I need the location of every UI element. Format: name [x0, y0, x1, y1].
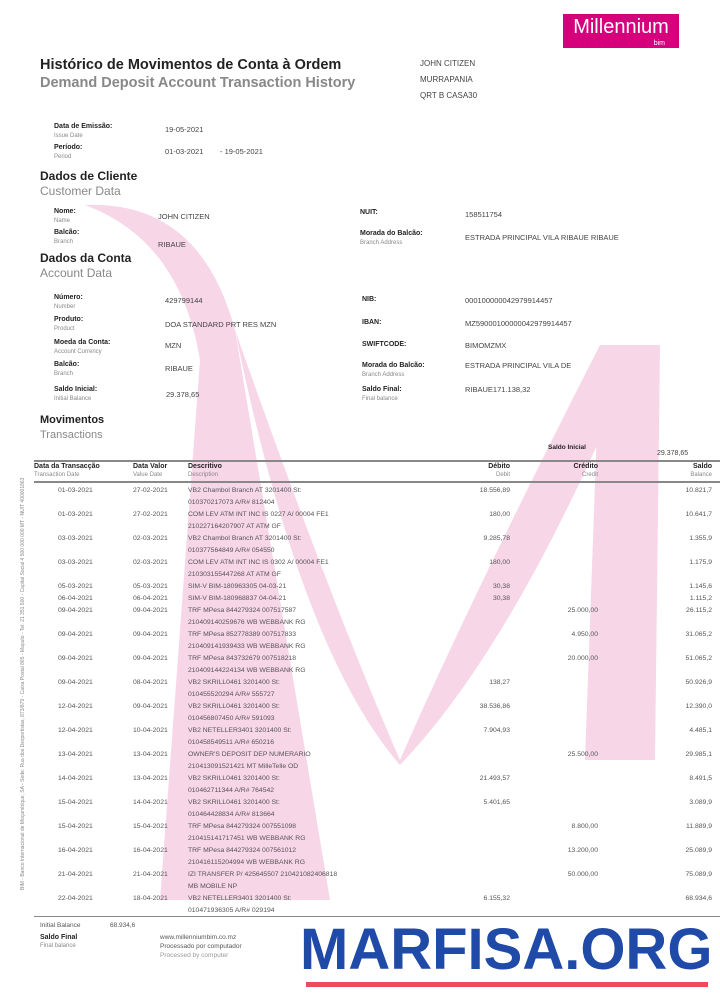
cell-date: 12-04-2021 [58, 703, 93, 710]
currency-sublabel: Account Currency [54, 349, 102, 355]
cell-desc2: 210415141717451 WB WEBBANK RG [188, 835, 306, 842]
cell-desc2: 210413091521421 MT MilleTelle OD [188, 763, 299, 770]
product-sublabel: Product [54, 326, 75, 332]
footer-final-sublabel: Final balance [40, 943, 76, 949]
cell-desc1: VB2 Chambol Branch AT 3201400 St: [188, 535, 302, 542]
cell-desc2: MB MOBILE NP [188, 883, 238, 890]
name-sublabel: Name [54, 218, 71, 224]
cell-balance: 1.355,9 [689, 535, 712, 542]
cell-balance: 1.145,6 [689, 583, 712, 590]
cell-debit: 30,38 [492, 583, 510, 590]
product-label: Produto: [54, 316, 84, 323]
cell-balance: 29.985,1 [685, 751, 712, 758]
number-label: Número: [54, 294, 83, 301]
title-pt: Histórico de Movimentos de Conta à Ordem [40, 57, 342, 73]
cell-date: 09-04-2021 [58, 655, 93, 662]
cell-desc2: 210416115204994 WB WEBBANK RG [188, 859, 305, 866]
cell-date: 15-04-2021 [58, 823, 93, 830]
cell-balance: 50.926,9 [685, 679, 712, 686]
account-branch-value: RIBAUE [165, 364, 193, 373]
cell-credit: 50.000,00 [567, 871, 598, 878]
cell-value-date: 21-04-2021 [133, 871, 168, 878]
cell-value-date: 09-04-2021 [133, 703, 168, 710]
column-header: Data Valor [133, 463, 168, 470]
column-header-sub: Balance [690, 472, 712, 478]
column-header-sub: Credit [581, 472, 598, 478]
iban-label: IBAN: [362, 319, 382, 326]
cell-debit: 21.493,57 [479, 775, 510, 782]
cell-value-date: 06-04-2021 [133, 595, 168, 602]
cell-desc1: TRF MPesa 844279324 007551098 [188, 823, 297, 830]
cell-desc1: SIM-V BIM-180968837 04-04-21 [188, 595, 287, 602]
cell-balance: 25.089,9 [685, 847, 712, 854]
cell-value-date: 13-04-2021 [133, 775, 168, 782]
cell-desc2: 010370217073 A/R# 812404 [188, 499, 275, 506]
nib-value: 000100000042979914457 [465, 296, 553, 305]
product-value: DOA STANDARD PRT RES MZN [165, 320, 277, 329]
cell-desc2: 010458549511 A/R# 650216 [188, 739, 275, 746]
cell-balance: 31.065,2 [685, 631, 712, 638]
account-branch-address-sublabel: Branch Address [362, 372, 405, 378]
cell-credit: 4.950,00 [571, 631, 598, 638]
cell-date: 09-04-2021 [58, 679, 93, 686]
final-balance-value: RIBAUE171.138,32 [465, 385, 531, 394]
cell-desc2: 210227164207907 AT ATM GF [188, 523, 281, 530]
cell-debit: 6.155,32 [483, 895, 510, 902]
cell-desc1: VB2 Chambol Branch AT 3201400 St: [188, 487, 302, 494]
account-branch-sublabel: Branch [54, 371, 74, 377]
movements-title: Movimentos [40, 414, 105, 426]
cell-date: 15-04-2021 [58, 799, 93, 806]
footer-final-label: Saldo Final [40, 934, 78, 941]
opening-balance-label: Saldo Inicial [548, 444, 586, 451]
cell-desc1: COM LEV ATM INT INC IS 0227 A/ 00004 FE1 [188, 511, 329, 518]
cell-desc1: VB2 SKRILL0461 3201400 St: [188, 799, 280, 806]
cell-desc1: VB2 NETELLER3401 3201400 St: [188, 727, 292, 734]
processed-pt: Processado por computador [160, 943, 242, 950]
branch-address-value: ESTRADA PRINCIPAL VILA RIBAUE RIBAUE [465, 233, 619, 242]
number-value: 429799144 [165, 296, 203, 305]
cell-balance: 1.175,9 [689, 559, 712, 566]
number-sublabel: Number [54, 304, 76, 310]
branch-address-label: Morada do Balcão: [360, 230, 423, 237]
cell-date: 06-04-2021 [58, 595, 93, 602]
cell-value-date: 08-04-2021 [133, 679, 168, 686]
branch-value: RIBAUE [158, 240, 186, 249]
table-top-rule [34, 460, 720, 462]
account-branch-address-label: Morada do Balcão: [362, 362, 425, 369]
initial-balance-sublabel: Initial Balance [54, 396, 92, 402]
cell-balance: 51.065,2 [685, 655, 712, 662]
period-label: Período: [54, 144, 83, 151]
cell-desc1: TRF MPesa 852778389 007517833 [188, 631, 297, 638]
cell-balance: 68.934,6 [685, 895, 712, 902]
initial-balance-value: 29.378,65 [166, 390, 200, 399]
cell-credit: 20.000,00 [567, 655, 598, 662]
cell-balance: 8.491,5 [689, 775, 712, 782]
column-header-sub: Transaction Date [34, 472, 80, 478]
title-en: Demand Deposit Account Transaction History [40, 75, 356, 91]
side-legal-text: BIM - Banco Internacional de Moçambique, SA - Sede: Rua dos Desportistas, 873/879 - Caixa Postal 865 - Maputo - Tel: 21 351 500 - Capital Social 4 500 000 000 MT - NUIT 400001863 [20, 477, 26, 890]
column-header-sub: Value Date [133, 472, 163, 478]
cell-desc1: SIM-V BIM-180963305 04-03-21 [188, 583, 287, 590]
cell-balance: 3.089,9 [689, 799, 712, 806]
address-line: MURRAPANIA [420, 75, 473, 84]
column-header: Descritivo [188, 463, 222, 470]
cell-balance: 12.390,0 [685, 703, 712, 710]
cell-desc2: 210409140259676 WB WEBBANK RG [188, 619, 306, 626]
cell-desc1: VB2 NETELLER3401 3201400 St: [188, 895, 292, 902]
cell-desc2: 010377564849 A/R# 054550 [188, 547, 275, 554]
final-balance-label: Saldo Final: [362, 386, 402, 393]
customer-section-subtitle: Customer Data [40, 184, 121, 198]
cell-value-date: 13-04-2021 [133, 751, 168, 758]
period-sublabel: Period [54, 154, 72, 160]
cell-date: 03-03-2021 [58, 535, 93, 542]
iban-value: MZ59000100000042979914457 [465, 319, 572, 328]
swift-label: SWIFTCODE: [362, 341, 407, 348]
final-balance-sublabel: Final balance [362, 396, 398, 402]
column-header: Crédito [573, 463, 598, 470]
cell-value-date: 27-02-2021 [133, 511, 168, 518]
branch-address-sublabel: Branch Address [360, 240, 403, 246]
issue-date-sublabel: Issue Date [54, 133, 83, 139]
cell-date: 01-03-2021 [58, 487, 93, 494]
cell-desc2: 010464428834 A/R# 813664 [188, 811, 275, 818]
nib-label: NIB: [362, 296, 377, 303]
cell-debit: 18.556,89 [479, 487, 510, 494]
name-label: Nome: [54, 208, 76, 215]
account-section-subtitle: Account Data [40, 266, 113, 280]
cell-desc1: VB2 SKRILL0461 3201400 St: [188, 703, 280, 710]
processed-en: Processed by computer [160, 952, 229, 959]
millennium-logo: Millennium bim [563, 14, 679, 48]
period-to: - 19-05-2021 [220, 147, 263, 156]
cell-date: 12-04-2021 [58, 727, 93, 734]
cell-debit: 9.285,78 [483, 535, 510, 542]
website-link[interactable]: www.millenniumbim.co.mz [160, 934, 237, 941]
cell-value-date: 02-03-2021 [133, 559, 168, 566]
cell-date: 21-04-2021 [58, 871, 93, 878]
cell-balance: 10.821,7 [685, 487, 712, 494]
cell-value-date: 09-04-2021 [133, 631, 168, 638]
cell-date: 05-03-2021 [58, 583, 93, 590]
account-branch-address-value: ESTRADA PRINCIPAL VILA DE [465, 361, 572, 370]
cell-credit: 8.800,00 [571, 823, 598, 830]
marfisa-underline [306, 982, 708, 987]
cell-date: 01-03-2021 [58, 511, 93, 518]
cell-debit: 180,00 [489, 559, 510, 566]
cell-debit: 30,38 [492, 595, 510, 602]
initial-balance-label: Saldo Inicial: [54, 386, 98, 393]
cell-credit: 25.000,00 [567, 607, 598, 614]
table-header-rule [34, 481, 720, 483]
cell-desc2: 210409144224134 WB WEBBANK RG [188, 667, 306, 674]
movements-subtitle: Transactions [40, 429, 103, 441]
period-from: 01-03-2021 [165, 147, 204, 156]
cell-value-date: 05-03-2021 [133, 583, 168, 590]
cell-desc1: VB2 SKRILL0461 3201400 St: [188, 775, 280, 782]
column-header: Data da Transacção [34, 463, 100, 470]
cell-desc2: 010455520294 A/R# 555727 [188, 691, 275, 698]
cell-debit: 180,00 [489, 511, 510, 518]
cell-desc2: 010471936305 A/R# 029194 [188, 907, 275, 914]
cell-balance: 11.889,9 [686, 823, 712, 830]
cell-date: 09-04-2021 [58, 631, 93, 638]
footer-initial-balance: Initial Balance [40, 922, 81, 929]
footer-closing-value: 68.934,6 [110, 922, 136, 929]
branch-label: Balcão: [54, 229, 80, 236]
cell-date: 13-04-2021 [58, 751, 93, 758]
cell-credit: 25.500,00 [567, 751, 598, 758]
cell-value-date: 09-04-2021 [133, 607, 168, 614]
cell-debit: 38.536,86 [479, 703, 510, 710]
cell-desc1: TRF MPesa 844279324 007517587 [188, 607, 297, 614]
nuit-value: 158511754 [465, 210, 502, 219]
currency-label: Moeda da Conta: [54, 339, 111, 346]
cell-desc1: IZI TRANSFER P/ 425645507 210421082406818 [188, 871, 338, 878]
account-section-title: Dados da Conta [40, 251, 132, 265]
cell-value-date: 27-02-2021 [133, 487, 168, 494]
cell-value-date: 14-04-2021 [133, 799, 168, 806]
address-line: QRT B CASA30 [420, 91, 478, 100]
cell-balance: 75.089,9 [685, 871, 712, 878]
cell-date: 16-04-2021 [58, 847, 93, 854]
customer-section-title: Dados de Cliente [40, 169, 138, 183]
cell-value-date: 16-04-2021 [133, 847, 168, 854]
cell-date: 22-04-2021 [58, 895, 93, 902]
cell-desc2: 010456807450 A/R# 591093 [188, 715, 275, 722]
cell-balance: 10.641,7 [685, 511, 712, 518]
cell-desc1: TRF MPesa 843732679 007518218 [188, 655, 297, 662]
currency-value: MZN [165, 341, 182, 350]
column-header: Saldo [692, 463, 712, 470]
cell-desc1: TRF MPesa 844279324 007561012 [188, 847, 297, 854]
cell-desc1: COM LEV ATM INT INC IS 0302 A/ 00004 FE1 [188, 559, 329, 566]
branch-sublabel: Branch [54, 239, 74, 245]
swift-value: BIMOMZMX [465, 341, 507, 350]
cell-value-date: 18-04-2021 [133, 895, 168, 902]
account-branch-label: Balcão: [54, 361, 80, 368]
address-line: JOHN CITIZEN [420, 59, 476, 68]
cell-debit: 5.401,65 [483, 799, 510, 806]
cell-debit: 138,27 [489, 679, 510, 686]
opening-balance-value: 29.378,65 [657, 450, 689, 457]
cell-desc2: 210303155447268 AT ATM GF [188, 571, 281, 578]
cell-value-date: 09-04-2021 [133, 655, 168, 662]
cell-desc1: OWNER'S DEPOSIT DEP NUMERARIO [188, 751, 311, 758]
cell-credit: 13.200,00 [567, 847, 598, 854]
cell-desc2: 210409141939433 WB WEBBANK RG [188, 643, 306, 650]
cell-date: 14-04-2021 [58, 775, 93, 782]
nuit-label: NUIT: [360, 209, 378, 216]
column-header: Débito [488, 463, 510, 470]
cell-value-date: 15-04-2021 [133, 823, 168, 830]
cell-desc2: 010462711344 A/R# 764542 [188, 787, 275, 794]
cell-date: 03-03-2021 [58, 559, 93, 566]
cell-balance: 26.115,2 [686, 607, 712, 614]
cell-balance: 1.115,2 [689, 595, 712, 602]
marfisa-watermark: MARFISA.ORG [300, 917, 713, 982]
cell-value-date: 02-03-2021 [133, 535, 168, 542]
cell-desc1: VB2 SKRILL0461 3201400 St: [188, 679, 280, 686]
column-header-sub: Debit [495, 472, 510, 478]
name-value: JOHN CITIZEN [158, 212, 210, 221]
column-header-sub: Description [188, 472, 219, 478]
cell-balance: 4.485,1 [689, 727, 712, 734]
cell-value-date: 10-04-2021 [133, 727, 168, 734]
cell-date: 09-04-2021 [58, 607, 93, 614]
cell-debit: 7.904,93 [483, 727, 510, 734]
issue-date-value: 19-05-2021 [165, 125, 204, 134]
issue-date-label: Data de Emissão: [54, 123, 113, 130]
